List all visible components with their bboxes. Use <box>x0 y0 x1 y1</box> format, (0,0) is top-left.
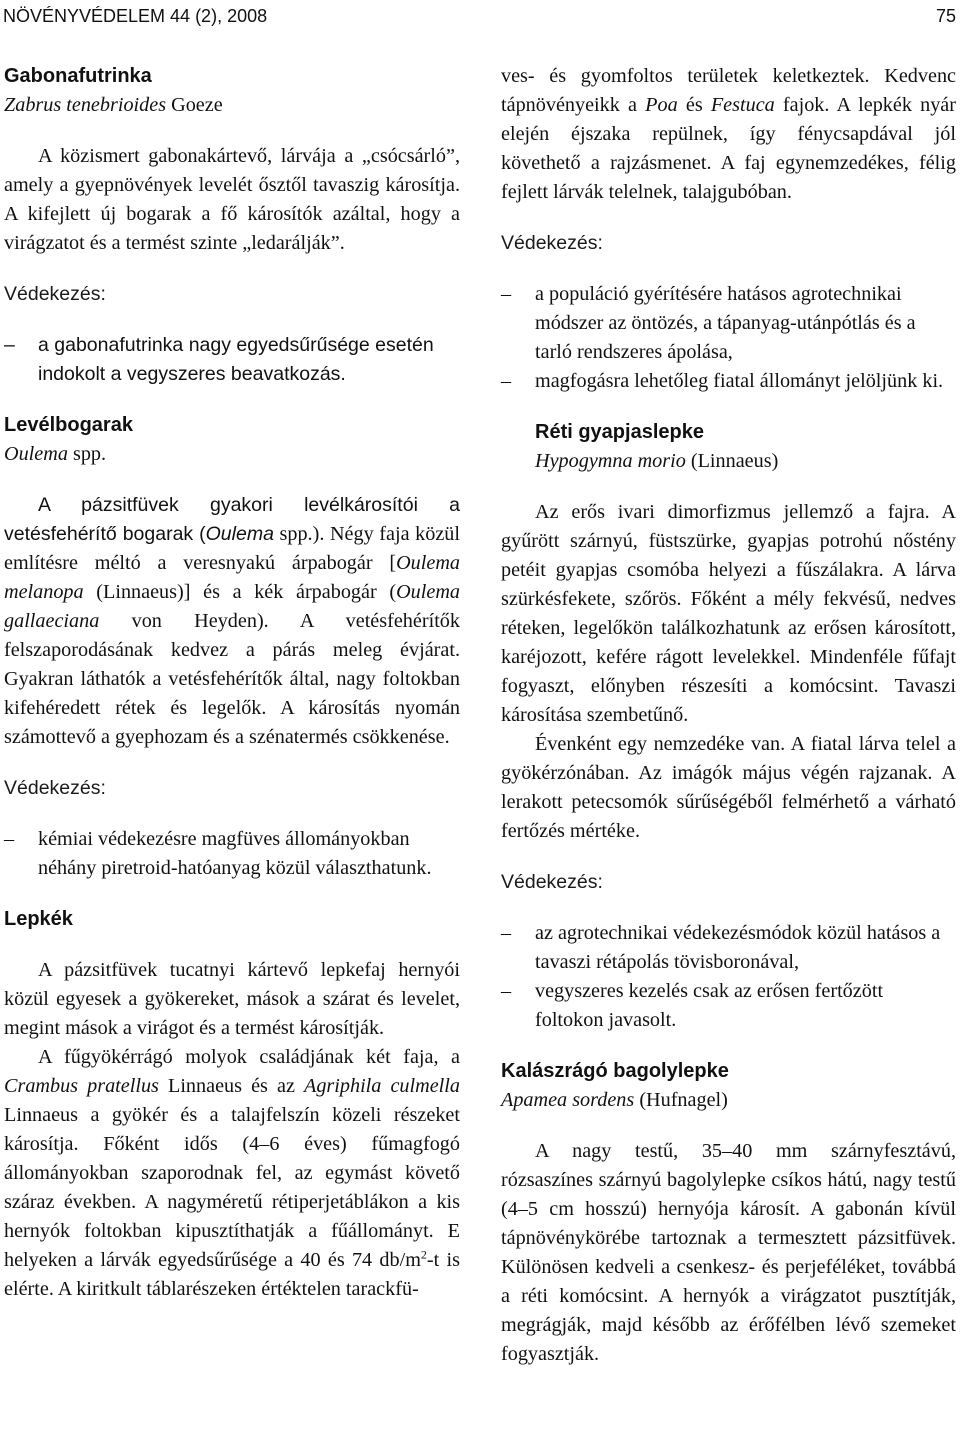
paragraph: A pázsitfüvek gyakori levélkárosítói a vetésfehérítő bogarak (Oulema spp.). Négy faja közül említésre méltó a veresnyakú árpabogár [Oulema melanopa (Linnaeus)] és a kék árpabogár (Oulema gallaeciana von Heyden). A vetésfehérítők felszaporodásának kedvez a párás meleg évjárat. Gyakran láthatók a vetésfehérítők által, nagy foltokban kifehéredett rétek és legelők. A károsítás nyomán számottevő a gyephozam és a szénatermés csökkenése. <box>4 494 460 748</box>
protection-list <box>4 331 460 389</box>
paragraph: A közismert gabonakártevő, lárvája a „csócsárló”, amely a gyepnövények levelét ősztől tavaszig károsítja. A kifejlett új bogarak a fő károsítók azáltal, hogy a virágzatot és a termést szinte „ledarálják”. <box>4 145 460 254</box>
paragraph-continued: ves- és gyomfoltos területek keletkeztek. Kedvenc tápnövényeikk a Poa és Festuca fajok. A lepkék nyár elején éjszaka repülnek, így fénycsapdával jól követhető a rajzásmenet. A faj egynemzedékes, félig fejlett lárvák telelnek, talajgubóban. <box>501 65 956 203</box>
species-latin: Zabrus tenebrioides <box>4 94 167 116</box>
section-title-levelbogarak: Levélbogarak <box>4 414 133 436</box>
list-item: – a populáció gyérítésére hatásos agrotechnikai módszer az öntözés, a tápanyag-utánpótlás és a tarló rendszeres ápolása, <box>501 283 916 363</box>
species-line: Hypogymna morio (Linnaeus) <box>535 450 779 472</box>
section-title-kalaszrago-bagolylepke: Kalászrágó bagolylepke <box>501 1060 729 1082</box>
protection-label: Védekezés: <box>4 777 106 799</box>
right-column <box>501 62 956 1369</box>
list-item: – a gabonafutrinka nagy egyedsűrűsége esetén indokolt a vegyszeres beavatkozás. <box>4 334 434 385</box>
list-item: – az agrotechnikai védekezésmódok közül hatásos a tavaszi rétápolás tövisboronával, <box>501 922 941 973</box>
species-author: Goeze <box>171 94 223 116</box>
paragraph: Évenként egy nemzedéke van. A fiatal lárva telel a gyökérzónában. Az imágók május végén rajzanak. A lerakott petecsomók sűrűségéből felmérhető a várható fertőzés mértéke. <box>501 733 956 842</box>
section-title-gabonafutrinka: Gabonafutrinka <box>4 65 152 87</box>
protection-label: Védekezés: <box>501 871 603 893</box>
paragraph: A fűgyökérrágó molyok családjának két faja, a Crambus pratellus Linnaeus és az Agriphila culmella Linnaeus a gyökér és a talajfelszín közeli részeket károsítja. Főként idős (4–6 éves) fűmagfogó állományokban szaporodnak fel, az egymást követő száraz években. A nagyméretű rétiperjetáblákon a kis hernyók foltokban kipusztíthatják a fűállományt. E helyeken a lárvák egyedsűrűsége a 40 és 74 $db/m^2-t$ is elérte. A kiritkult táblarészeken értéktelen tarackfü- <box>4 1046 460 1300</box>
section-title-lepkek: Lepkék <box>4 908 73 930</box>
page-number: 75 <box>935 6 956 26</box>
paragraph: A pázsitfüvek tucatnyi kártevő lepkefaj hernyói közül egyesek a gyökereket, mások a szárat és levelet, megint mások a virágot és a termést károsítják. <box>4 959 460 1039</box>
list-item: – kémiai védekezésre magfüves állományokban néhány piretroid-hatóanyag közül választhatunk. <box>4 828 432 879</box>
species-line: Apamea sordens (Hufnagel) <box>501 1089 728 1111</box>
protection-label: Védekezés: <box>501 232 603 254</box>
species-line: Oulema spp. <box>4 443 107 465</box>
paragraph: A nagy testű, 35–40 mm szárnyfesztávú, rózsaszínes szárnyú bagolylepke csíkos hátú, nagy testű (4–5 cm hosszú) hernyója károsít. A gabonán kívül tápnövénykörébe tartoznak a termesztett pázsitfüvek. Különösen kedveli a csenkesz- és perjeféléket, továbbá a réti komócsint. A hernyók a virágzatot pusztítják, megrágják, majd később az érőfélben lévő szemeket fogyasztják. <box>501 1140 956 1365</box>
paragraph: Az erős ivari dimorfizmus jellemző a fajra. A gyűrött szárnyú, füstszürke, gyapjas potrohú nőstény petéit gyapjas csomóba helyezi a fűszálakra. A lárva szürkésfekete, szőrös. Főként a mély fekvésű, nedves réteken, legelőkön találkozhatunk az erősen károsított, karéjozott, kefére rágott levelekkel. Mindenféle fűfajt fogyaszt, előnyben részesíti a komócsint. Tavaszi károsítása szembetűnő. <box>501 501 956 726</box>
protection-label: Védekezés: <box>4 283 106 305</box>
protection-list <box>501 919 956 1035</box>
left-column <box>4 62 460 1304</box>
protection-list <box>4 825 460 883</box>
journal-title: NÖVÉNYVÉDELEM 44 (2), 2008 <box>3 6 268 26</box>
species-line <box>4 91 460 120</box>
list-item: – vegyszeres kezelés csak az erősen fertőzött foltokon javasolt. <box>501 980 884 1031</box>
running-header <box>0 4 960 32</box>
section-title-reti-gyapjaslepke: Réti gyapjaslepke <box>535 421 704 443</box>
protection-list <box>501 280 956 396</box>
list-item: – magfogásra lehetőleg fiatal állományt jelöljünk ki. <box>501 370 944 392</box>
